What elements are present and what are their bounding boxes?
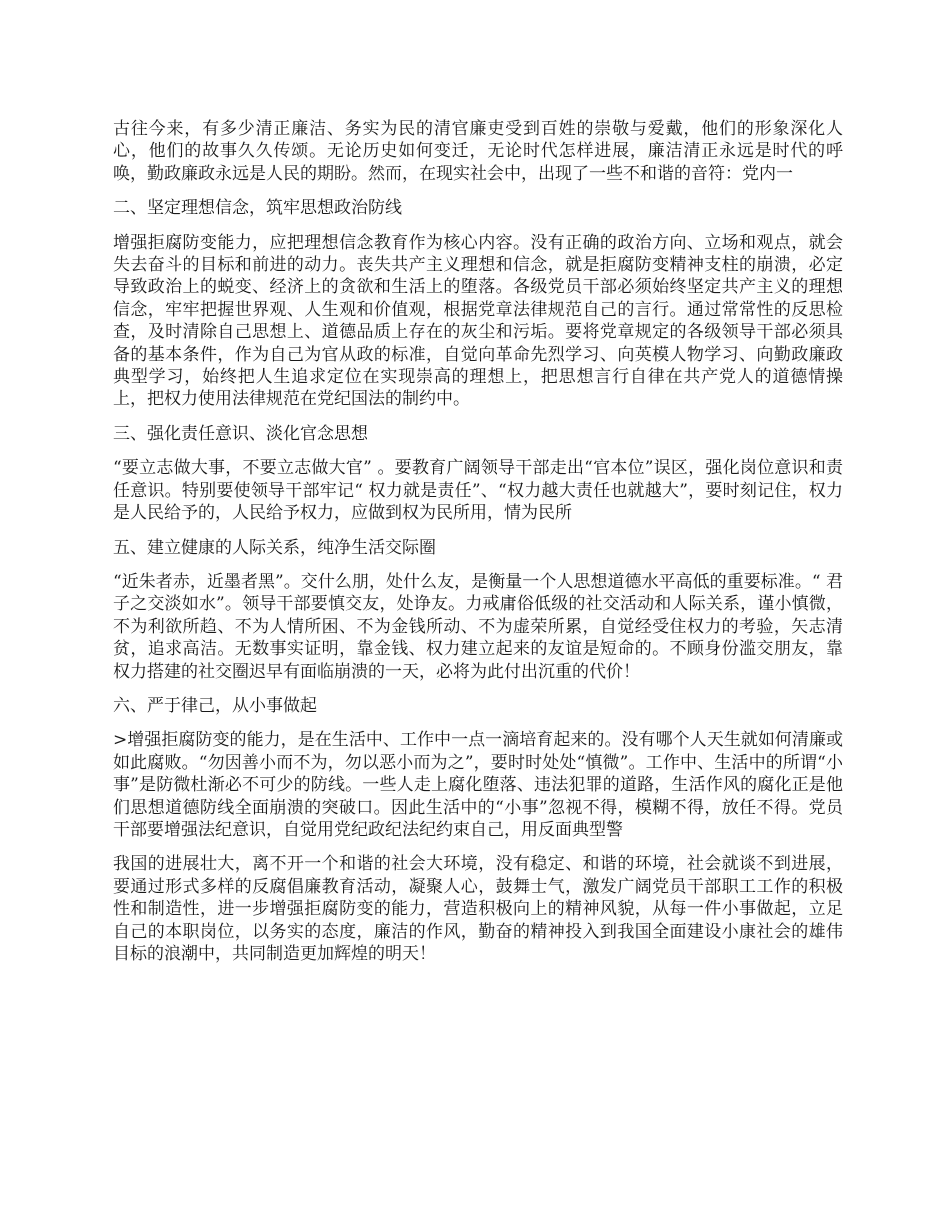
paragraph-section-6: >增强拒腐防变的能力，是在生活中、工作中一点一滴培育起来的。没有哪个人天生就如何清廉或如此腐败。“勿因善小而不为，勿以恶小而为之”，要时时处处“慎微”。工作中、生活中的所谓“小事”是防微杜渐必不可少的防线。一些人走上腐化堕落、违法犯罪的道路，生活作风的腐化正是他们思想道德防线全面崩溃的突破口。因此生活中的“小事”忽视不得，模糊不得，放任不得。党员干部要增强法纪意识，自觉用党纪政纪法纪约束自己，用反面典型警: [113, 730, 843, 840]
paragraph-intro: 古往今来，有多少清正廉洁、务实为民的清官廉吏受到百姓的崇敬与爱戴，他们的形象深化人心，他们的故事久久传颂。无论历史如何变迁，无论时代怎样进展，廉洁清正永远是时代的呼唤，勤政廉政永远是人民的期盼。然而，在现实社会中，出现了一些不和谐的音符：党内一: [113, 119, 843, 184]
section-heading-3: 三、强化责任意识、淡化官念思想: [113, 423, 368, 444]
paragraph-section-3: “要立志做大事，不要立志做大官” 。要教育广阔领导干部走出“官本位”误区，强化岗位意识和责任意识。特别要使领导干部牢记“ 权力就是责任”、“权力越大责任也就越大”，要时刻记住，权力是人民给予的，人民给予权力，应做到权为民所用，情为民所: [113, 458, 843, 524]
paragraph-section-2: 增强拒腐防变能力，应把理想信念教育作为核心内容。没有正确的政治方向、立场和观点，就会失去奋斗的目标和前进的动力。丧失共产主义理想和信念，就是拒腐防变精神支柱的崩溃，必定导致政治上的蜕变、经济上的贪欲和生活上的堕落。各级党员干部必须始终坚定共产主义的理想信念，牢牢把握世界观、人生观和价值观，根据党章法律规范自己的言行。通过常常性的反思检查，及时清除自己思想上、道德品质上存在的灰尘和污垢。要将党章规定的各级领导干部必须具备的基本条件，作为自己为官从政的标准，自觉向革命先烈学习、向英模人物学习、向勤政廉政典型学习，始终把人生追求定位在实现崇高的理想上，把思想言行自律在共产党人的道德情操上，把权力使用法律规范在党纪国法的制约中。: [113, 232, 843, 410]
section-heading-6: 六、严于律己，从小事做起: [113, 695, 317, 716]
paragraph-conclusion: 我国的进展壮大，离不开一个和谐的社会大环境，没有稳定、和谐的环境，社会就谈不到进展，要通过形式多样的反腐倡廉教育活动，凝聚人心，鼓舞士气，激发广阔党员干部职工工作的积极性和制造性，进一步增强拒腐防变的能力，营造积极向上的精神风貌，从每一件小事做起，立足自己的本职岗位，以务实的态度，廉洁的作风，勤奋的精神投入到我国全面建设小康社会的雄伟目标的浪潮中，共同制造更加辉煌的明天！: [113, 854, 843, 964]
section-heading-2: 二、坚定理想信念，筑牢思想政治防线: [113, 198, 402, 219]
document-body: [113, 118, 843, 977]
paragraph-section-5: “近朱者赤，近墨者黑”。交什么朋，处什么友，是衡量一个人思想道德水平高低的重要标准。“ 君子之交淡如水”。领导干部要慎交友，处诤友。力戒庸俗低级的社交活动和人际关系，谨小慎微，不为利欲所趋、不为人情所困、不为金钱所动、不为虚荣所累，自觉经受住权力的考验，矢志清贫，追求高洁。无数事实证明，靠金钱、权力建立起来的友谊是短命的。不顾身份滥交朋友，靠权力搭建的社交圈迟早有面临崩溃的一天，必将为此付出沉重的代价！: [113, 571, 843, 682]
section-heading-5: 五、建立健康的人际关系，纯净生活交际圈: [113, 537, 436, 558]
